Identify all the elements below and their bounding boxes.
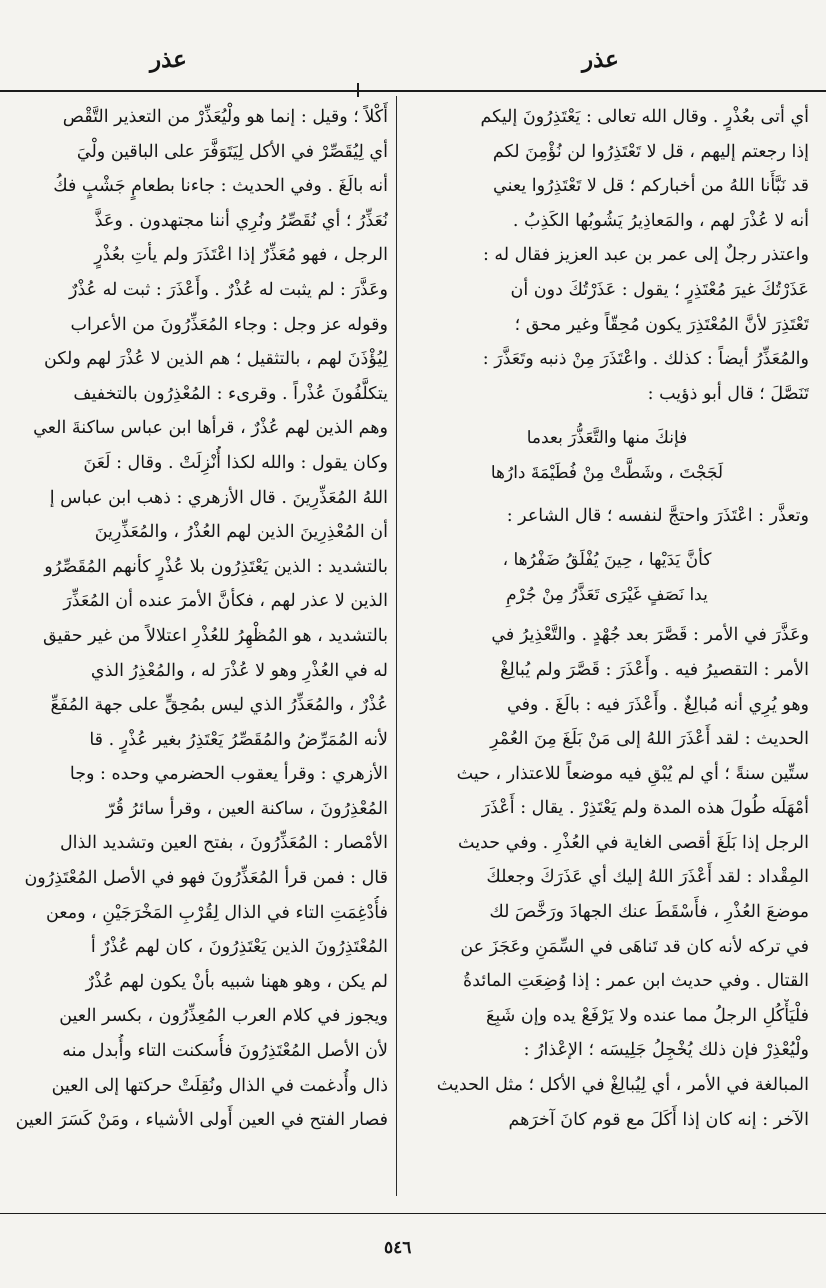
text-line: تَعْتَذِرَ لأنَّ المُعْتَذِرَ يكون مُحِقّاً وغير محق ؛ (514, 314, 809, 335)
text-line: الأمْصار : المُعَذِّرُونَ ، بفتح العين وتشديد الذال (59, 833, 388, 854)
text-line: المُعْذِرُونَ ، ساكنة العين ، وقرأ سائرُ قُرّ (105, 798, 388, 819)
text-line: بالتشديد : الذين يَعْتَذِرُون بلا عُذْرٍ كأنهم المُقَصِّرُو (44, 556, 388, 577)
text-line: الحديث : لقد أَعْذَرَ اللهُ إلى مَنْ بَلَغَ مِنَ العُمْرِ (490, 729, 809, 750)
page-number: ٥٤٦ (384, 1238, 412, 1258)
text-line: الأزهري : وقرأ يعقوب الحضرمي وحده : وجا (69, 764, 388, 785)
text-line: عَذَرْتُكَ غيرَ مُعْتَذِرٍ ؛ يقول : عَذَرْتُكَ دون أن (510, 279, 809, 300)
left-column (0, 100, 388, 1195)
text-line: المُعْتَذِرُونَ الذين يَعْتَذِرُونَ ، كان لهم عُذْرٌ أ (90, 937, 388, 958)
text-line: أن المُعْذِرِينَ الذين لهم العُذْرُ ، والمُعَذِّرِينَ (94, 522, 388, 543)
text-line: قال : فمن قرأ المُعَذِّرُونَ فهو في الأصل المُعْتَذِرُون (24, 868, 388, 889)
left-running-head: عذر (150, 46, 187, 73)
verse-hemistich: يدا نَصَفٍ غَيْرَى تَعَذَّرُ مِنْ جُرْمِ (506, 584, 708, 605)
text-line: اللهُ المُعَذِّرِينَ . قال الأزهري : ذهب ابن عباس إ (49, 487, 388, 508)
text-line: وهو يُرِي أنه مُبالِغٌ . وأَعْذَرَ فيه : بالَغَ . وفي (506, 694, 809, 715)
right-column (405, 100, 809, 1195)
header-rule-tick (357, 83, 359, 97)
text-line: إذا رجعتم إليهم ، قل لا تَعْتَذِرُوا لن نُؤْمِنَ لكم (492, 141, 809, 162)
right-running-head: عذر (582, 46, 619, 73)
text-line: أي لِيُقَصِّرْ في الأكل لِيَتَوَفَّرَ على الباقين ولْيَ (76, 141, 388, 162)
header-rule (0, 90, 826, 92)
text-line: أي أتى بعُذْرٍ . وقال الله تعالى : يَعْتَذِرُونَ إليكم (480, 107, 809, 127)
text-line: نُعَذِّرُ ؛ أي نُقَصِّرُ ونُرِي أننا مجتهدون . وعَذَّ (94, 210, 388, 231)
text-line: ويجوز في كلام العرب المُعِذِّرُون ، بكسر العين (59, 1006, 388, 1027)
text-line: والمُعَذِّرُ أيضاً : كذلك . واعْتَذَرَ مِنْ ذنبه وتَعَذَّرَ : (482, 349, 809, 370)
text-line: لأن الأصل المُعْتَذِرُونَ فأُسكنت التاء وأُبدل منه (62, 1041, 388, 1062)
verse-hemistich: لَجَجْتَ ، وشَطَّتْ مِنْ فُطَيْمَةَ دارُها (490, 462, 724, 483)
text-line: في تركه لأنه كان قد تَناهَى في السِّمَنِ وعَجَزَ عن (460, 936, 809, 957)
text-line: تَنَصَّلَ ؛ قال أبو ذؤيب : (647, 383, 809, 404)
text-line: المِقْداد : لقد أَعْذَرَ اللهُ إليك أي عَذَرَكَ وجعلكَ (486, 867, 809, 888)
text-line: الذين لا عذر لهم ، فكأنَّ الأمرَ عنده أن المُعَذِّرَ (63, 591, 388, 612)
text-line: وكان يقول : والله لكذا أُنْزِلَتْ . وقال : لَعَنَ (83, 452, 388, 473)
text-line: الرجل ، فهو مُعَذِّرٌ إذا اعْتَذَرَ ولم يأتِ بعُذْرٍ (94, 245, 388, 266)
column-divider (396, 96, 397, 1196)
text-line: المبالغة في الأمر ، أي لِيُبالِغْ في الأكل ؛ مثل الحديث (436, 1075, 809, 1096)
text-line: بالتشديد ، هو المُظْهِرُ للعُذْرِ اعتلالاً من غير حقيق (42, 625, 388, 646)
text-line: فلْيَأْكُلِ الرجلُ مما عنده ولا يَرْفَعْ يده وإن شَبِعَ (486, 1005, 809, 1026)
text-line: ستِّين سنةً ؛ أي لم يُبْقِ فيه موضعاً للاعتذار ، حيث (456, 763, 809, 784)
text-line: الرجل إذا بَلَغَ أقصى الغاية في العُذْرِ . وفي حديث (458, 832, 809, 853)
text-line: وتعذَّر : اعْتَذَرَ واحتجَّ لنفسه ؛ قال الشاعر : (506, 505, 809, 526)
text-line: قد نَبَّأَنا اللهُ من أخباركم ؛ قل لا تَعْتَذِرُوا يعني (493, 176, 809, 197)
text-line: يتكلَّفُونَ عُذْراً . وقرىء : المُعْذِرُون بالتخفيف (73, 383, 388, 404)
text-line: لِيُؤْذَنَ لهم ، بالتثقيل ؛ هم الذين لا عُذْرَ لهم ولكن (44, 349, 388, 370)
text-line: عُذْرٌ ، والمُعَذِّرُ الذي ليس بمُحِقٍّ على جهة المُفَعِّ (50, 695, 388, 716)
text-line: لأنه المُمَرِّضُ والمُقَصِّرُ يَعْتَذِرُ بغير عُذْرٍ . قا (89, 729, 388, 750)
verse-hemistich: فإنكَ منها والتَّعَذُّرَ بعدما (526, 428, 688, 449)
footer-rule (0, 1213, 826, 1214)
text-line: أنه لا عُذْرَ لهم ، والمَعاذِيرُ يَشُوبُها الكَذِبُ . (512, 210, 809, 231)
text-line: أمْهَلَه طُولَ هذه المدة ولم يَعْتَذِرْ . يقال : أَعْذَرَ (481, 798, 809, 819)
text-line: وعَذَّرَ : لم يثبت له عُذْرٌ . وأَعْذَرَ : ثبت له عُذْرٌ (69, 279, 388, 300)
verse-hemistich: كأنَّ يَدَيْها ، حِينَ يُفْلَقُ ضَفْرُها ، (502, 550, 712, 571)
text-line: ذال وأُدغمت في الذال ونُقِلَتْ حركتها إلى العين (51, 1075, 388, 1096)
text-line: أنه بالَغَ . وفي الحديث : جاءنا بطعامٍ جَشْبٍ فكُ (53, 176, 388, 197)
text-line: أَكْلاً ؛ وقيل : إنما هو ولْيُعَذِّرْ من التعذير التَّقْص (62, 107, 388, 127)
text-line: فأُدْغِمَتِ التاء في الذال لِقُرْبِ المَخْرَجَيْنِ ، ومعن (45, 902, 388, 923)
text-line: القتال . وفي حديث ابن عمر : إذا وُضِعَتِ المائدةُ (463, 971, 809, 992)
text-line: لم يكن ، وهو ههنا شبيه بأنْ يكون لهم عُذْرٌ (85, 971, 388, 992)
text-line: الآخر : إنه كان إذا أَكَلَ مع قوم كانَ آخرَهم (508, 1109, 809, 1130)
text-line: وعَذَّرَ في الأمر : قَصَّرَ بعد جُهْدٍ . والتَّعْذِيرُ في (491, 625, 809, 646)
text-line: فصار الفتح في العين أَولى الأشياء ، ومَنْ كَسَرَ العين (15, 1110, 388, 1131)
text-line: الأمر : التقصيرُ فيه . وأَعْذَرَ : قَصَّرَ ولم يُبالِغْ (500, 659, 809, 680)
text-line: وقوله عز وجل : وجاء المُعَذِّرُونَ من الأعراب (70, 314, 388, 335)
text-line: له في العُذْرِ وهو لا عُذْرَ له ، والمُعْذِرُ الذي (90, 660, 388, 681)
text-line: ولْيُعْذِرْ فإن ذلك يُخْجِلُ جَلِيسَه ؛ الإعْذارُ : (523, 1040, 809, 1061)
text-line: واعتذر رجلٌ إلى عمر بن عبد العزيز فقال له : (482, 245, 809, 266)
text-line: موضعَ العُذْرِ ، فأَسْقَطَ عنك الجهادَ ورَخَّصَ لك (489, 902, 809, 923)
text-line: وهم الذين لهم عُذْرٌ ، قرأها ابن عباس ساكنةَ العي (33, 418, 388, 439)
